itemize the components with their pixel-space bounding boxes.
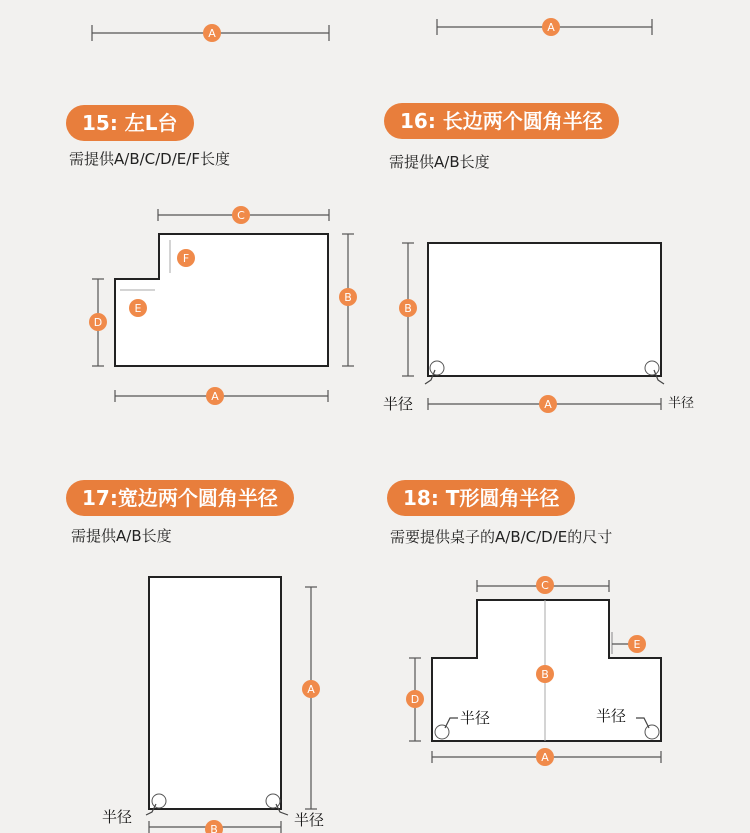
badge-e-label: E [633,638,641,651]
badge-a-label: A [211,390,219,403]
top-right-badge-label: A [547,21,555,34]
l-desk-diagram [80,200,380,415]
rect-desk-shape [428,243,661,376]
long-side-radius-diagram [375,230,715,420]
radius-label-right: 半径 [668,396,695,411]
top-left-badge-label: A [208,27,216,40]
badge-c-label: C [541,579,549,592]
badge-b-label: B [210,823,218,833]
section-18-desc: 需要提供桌子的A/B/C/D/E的尺寸 [390,528,613,546]
badge-e-label: E [134,302,142,315]
radius-label-left: 半径 [460,709,491,727]
radius-label-right: 半径 [294,811,325,829]
section-17-title: 17:宽边两个圆角半径 [66,480,294,516]
badge-b-label: B [344,291,352,304]
l-desk-shape [115,234,328,366]
section-18-title: 18: T形圆角半径 [387,480,575,516]
badge-b-label: B [404,302,412,315]
badge-b-label: B [541,668,549,681]
badge-f-label: F [182,252,190,265]
section-15-desc: 需提供A/B/C/D/E/F长度 [69,150,230,168]
tall-desk-shape [149,577,281,809]
t-shape-radius-diagram [390,565,690,775]
section-16-desc: 需提供A/B长度 [389,153,490,171]
top-dimension-lines [0,0,750,50]
badge-a-label: A [541,751,549,764]
section-15-title: 15: 左L台 [66,105,194,141]
radius-label-left: 半径 [383,395,414,413]
section-16-title: 16: 长边两个圆角半径 [384,103,619,139]
badge-c-label: C [237,209,245,222]
short-side-radius-diagram [90,570,350,833]
badge-a-label: A [544,398,552,411]
radius-label-left: 半径 [102,808,133,826]
badge-d-label: D [93,316,103,329]
badge-a-label: A [307,683,315,696]
section-17-desc: 需提供A/B长度 [71,527,172,545]
badge-d-label: D [410,693,420,706]
radius-label-right: 半径 [596,707,627,725]
